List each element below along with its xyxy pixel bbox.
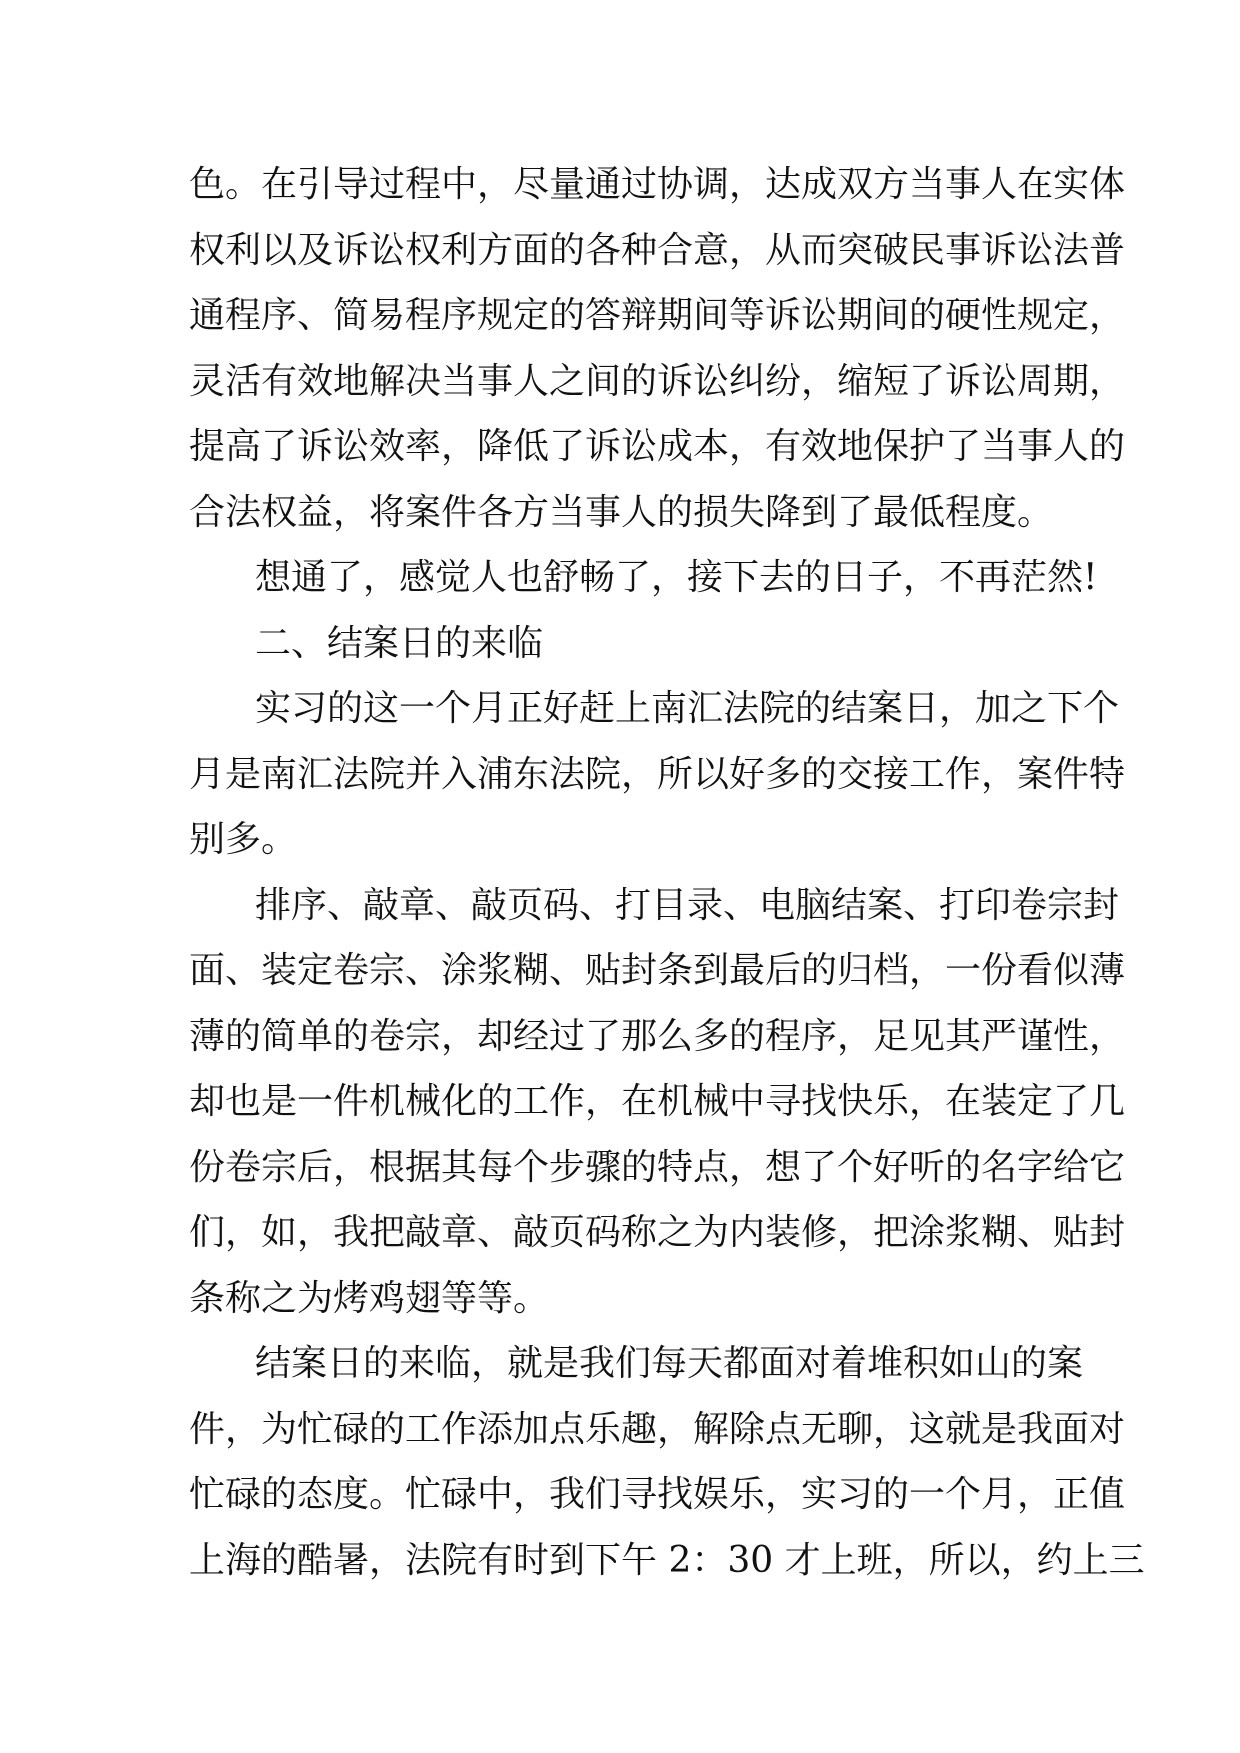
paragraph-start-line: 排序、敲章、敲页码、打目录、电脑结案、打印卷宗封 — [255, 884, 1120, 926]
text-line: 灵活有效地解决当事人之间的诉讼纠纷，缩短了诉讼周期， — [189, 360, 1126, 402]
paragraph-start-line: 结案日的来临，就是我们每天都面对着堆积如山的案 — [255, 1343, 1084, 1384]
text-line: 提高了诉讼效率，降低了诉讼成本，有效地保护了当事人的 — [189, 426, 1126, 467]
text-line: 件，为忙碌的工作添加点乐趣，解除点无聊，这就是我面对 — [189, 1408, 1126, 1450]
text-line: 合法权益，将案件各方当事人的损失降到了最低程度。 — [189, 491, 1054, 533]
paragraph-start-line: 实习的这一个月正好赶上南汇法院的结案日，加之下个 — [255, 688, 1120, 729]
text-line: 面、装定卷宗、涂浆糊、贴封条到最后的归档，一份看似薄 — [189, 950, 1126, 991]
text-line: 们，如，我把敲章、敲页码称之为内装修，把涂浆糊、贴封 — [189, 1212, 1126, 1253]
document-body — [189, 152, 1145, 1593]
text-line: 上海的酷暑，法院有时到下午 2：30 才上班，所以，约上三 — [189, 1539, 1145, 1581]
text-line: 权利以及诉讼权利方面的各种合意，从而突破民事诉讼法普 — [189, 229, 1126, 271]
text-line: 色。在引导过程中，尽量通过协调，达成双方当事人在实体 — [189, 164, 1126, 205]
paragraph-start-line: 想通了，感觉人也舒畅了，接下去的日子，不再茫然! — [255, 557, 1098, 598]
text-line: 通程序、简易程序规定的答辩期间等诉讼期间的硬性规定， — [189, 295, 1126, 336]
text-line: 别多。 — [189, 819, 298, 860]
text-line: 份卷宗后，根据其每个步骤的特点，想了个好听的名字给它 — [189, 1146, 1126, 1188]
text-line: 忙碌的态度。忙碌中，我们寻找娱乐，实习的一个月，正值 — [189, 1474, 1126, 1515]
text-line: 条称之为烤鸡翅等等。 — [189, 1277, 550, 1319]
text-line: 薄的简单的卷宗，却经过了那么多的程序，足见其严谨性， — [189, 1015, 1126, 1057]
section-heading: 二、结案日的来临 — [255, 622, 544, 664]
text-line: 却也是一件机械化的工作，在机械中寻找快乐，在装定了几 — [189, 1081, 1126, 1122]
text-line: 月是南汇法院并入浦东法院，所以好多的交接工作，案件特 — [189, 753, 1126, 795]
